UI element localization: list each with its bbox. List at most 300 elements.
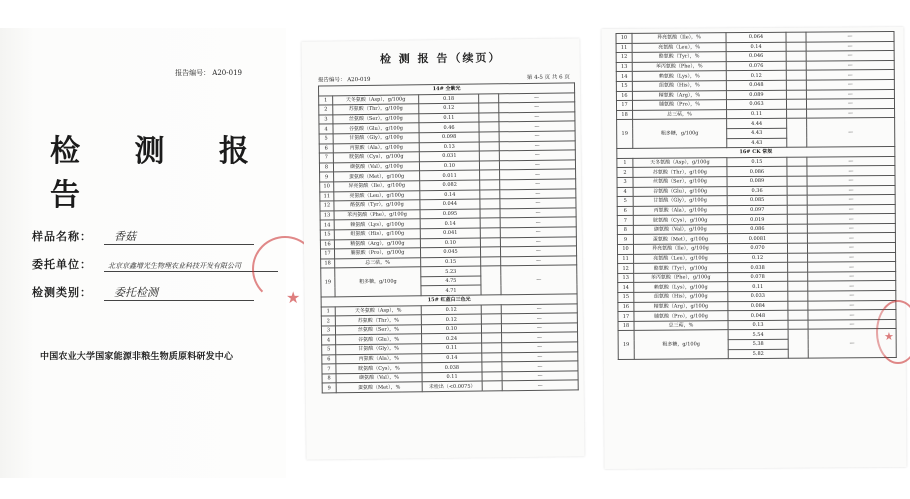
result-value: 0.089 — [727, 176, 787, 186]
result-value: 0.044 — [420, 199, 480, 209]
empty-cell — [787, 166, 807, 176]
limit-value: — — [501, 304, 577, 315]
empty-cell — [788, 291, 808, 301]
row-number: 8 — [617, 225, 633, 235]
test-item: 异亮氨酸（Ile），% — [632, 33, 726, 43]
sample-name-value: 香菇 — [104, 228, 254, 245]
row-number: 18 — [617, 110, 633, 120]
test-item: 粗多糖，g/100g — [633, 119, 727, 148]
test-item: 精氨酸（Arg），g/100g — [634, 301, 728, 311]
test-item: 丝氨酸（Ser），g/100g — [633, 177, 727, 187]
empty-cell — [482, 381, 502, 391]
empty-cell — [786, 42, 806, 52]
limit-value: — — [501, 265, 577, 295]
result-value: 0.063 — [726, 99, 786, 109]
test-item: 丙氨酸（Ala），g/100g — [333, 142, 419, 153]
result-value: 0.15 — [421, 257, 481, 267]
row-number: 1 — [321, 306, 335, 316]
result-value: 5.82 — [728, 349, 788, 359]
row-number: 10 — [616, 33, 632, 43]
client-field — [32, 256, 278, 272]
empty-cell — [481, 266, 501, 295]
test-item: 组氨酸（His），g/100g — [634, 292, 728, 302]
result-value: 0.11 — [422, 372, 482, 382]
test-item: 脯氨酸（Pro），g/100g — [334, 248, 420, 259]
empty-cell — [480, 209, 500, 219]
test-item: 苯丙氨酸（Phe），g/100g — [334, 209, 420, 220]
sample-name-label: 样品名称： — [32, 230, 92, 243]
limit-value: — — [499, 131, 575, 142]
empty-cell — [788, 282, 808, 292]
result-value: 4.75 — [421, 276, 481, 286]
limit-value: — — [499, 102, 575, 113]
empty-cell — [481, 324, 501, 334]
row-number: 11 — [320, 191, 334, 201]
row-number: 2 — [617, 168, 633, 178]
result-value: 0.10 — [421, 324, 481, 334]
report-page-continued — [301, 38, 584, 459]
result-value: 0.12 — [726, 71, 786, 81]
test-item: 蛋氨酸（Met），g/100g — [633, 234, 727, 244]
report-meta — [318, 72, 570, 83]
test-item: 总三萜，% — [634, 320, 728, 330]
result-value: 0.038 — [728, 263, 788, 273]
empty-cell — [480, 247, 500, 257]
report-number: 报告编号： A20-019 — [317, 76, 371, 84]
row-number: 15 — [616, 81, 632, 91]
row-number: 2 — [319, 105, 333, 115]
row-number: 1 — [617, 158, 633, 168]
row-number: 6 — [319, 143, 333, 153]
result-value: 5.23 — [421, 266, 481, 276]
result-value: 0.095 — [420, 209, 480, 219]
row-number: 14 — [616, 72, 632, 82]
row-number: 12 — [320, 201, 334, 211]
row-number: 5 — [617, 196, 633, 206]
test-item: 粗多糖，g/100g — [634, 330, 728, 359]
empty-cell — [480, 237, 500, 247]
result-value: 5.54 — [728, 330, 788, 340]
result-value: 0.084 — [728, 301, 788, 311]
limit-value: — — [499, 140, 575, 151]
result-value: 0.0081 — [727, 234, 787, 244]
limit-value: — — [502, 380, 578, 391]
limit-value: — — [807, 175, 895, 185]
result-value: 0.12 — [421, 314, 481, 324]
limit-value: — — [806, 41, 894, 51]
empty-cell — [787, 118, 807, 147]
result-value: 0.070 — [727, 243, 787, 253]
result-value: 0.011 — [420, 170, 480, 180]
row-number: 19 — [321, 268, 335, 297]
limit-value: — — [500, 179, 576, 190]
result-value: 0.14 — [422, 353, 482, 363]
result-value: 0.019 — [727, 215, 787, 225]
row-number: 9 — [322, 383, 336, 393]
limit-value: — — [808, 281, 896, 291]
result-value: 0.046 — [726, 51, 786, 61]
row-number: 14 — [320, 220, 334, 230]
seal-star-icon-2: ★ — [884, 330, 894, 343]
limit-value: — — [806, 60, 894, 70]
limit-value: — — [806, 99, 894, 109]
limit-value: — — [807, 166, 895, 176]
test-type-label: 检测类别： — [32, 286, 92, 299]
test-item: 亮氨酸（Leu），g/100g — [634, 253, 728, 263]
test-item: 苏氨酸（Thr），g/100g — [633, 167, 727, 177]
empty-cell — [481, 304, 501, 314]
limit-value: — — [499, 160, 575, 171]
result-value: 0.041 — [420, 228, 480, 238]
limit-value: — — [806, 79, 894, 89]
row-number: 15 — [320, 230, 334, 240]
test-item: 胱氨酸（Cys），g/100g — [333, 152, 419, 163]
result-value: 0.045 — [420, 247, 480, 257]
result-value: 0.038 — [422, 362, 482, 372]
result-value: 4.43 — [727, 138, 787, 148]
limit-value: — — [499, 150, 575, 161]
result-value: 0.11 — [727, 109, 787, 119]
client-label: 委托单位： — [32, 258, 92, 271]
limit-value: — — [499, 112, 575, 123]
cover-report-number: 报告编号： A20-019 — [175, 69, 242, 77]
row-number: 5 — [319, 134, 333, 144]
empty-cell — [479, 113, 499, 123]
row-number: 10 — [617, 244, 633, 254]
empty-cell — [787, 186, 807, 196]
test-item: 酪氨酸（Tyr），g/100g — [334, 200, 420, 211]
result-value: 0.048 — [728, 310, 788, 320]
row-number: 16 — [320, 239, 334, 249]
test-item: 组氨酸（His），g/100g — [334, 229, 420, 240]
limit-value: — — [501, 323, 577, 334]
report-page-continued-2 — [601, 27, 906, 469]
page-number: 第 4-5 页 共 6 页 — [526, 74, 570, 81]
empty-cell — [788, 262, 808, 272]
row-number: 8 — [322, 374, 336, 384]
section-title: 16# CK 常规 — [617, 147, 895, 159]
results-table-b — [615, 31, 896, 360]
row-number: 4 — [319, 124, 333, 134]
result-value: 0.13 — [419, 142, 479, 152]
limit-value: — — [500, 246, 576, 257]
row-number: 9 — [320, 172, 334, 182]
result-value: 0.12 — [419, 103, 479, 113]
limit-value: — — [807, 195, 895, 205]
result-value: 0.033 — [728, 291, 788, 301]
empty-cell — [788, 301, 808, 311]
limit-value: — — [502, 361, 578, 372]
row-number: 11 — [616, 43, 632, 53]
test-item: 脯氨酸（Pro），g/100g — [634, 311, 728, 321]
test-type-field — [32, 284, 254, 301]
result-value: 0.11 — [728, 282, 788, 292]
seal-star-icon: ★ — [286, 288, 301, 307]
empty-cell — [480, 170, 500, 180]
limit-value: — — [808, 319, 896, 329]
test-item: 丙氨酸（Ala），% — [336, 353, 422, 364]
test-item: 蛋氨酸（Met），g/100g — [334, 171, 420, 182]
test-item: 精氨酸（Arg），g/100g — [334, 238, 420, 249]
result-value: 0.10 — [419, 161, 479, 171]
empty-cell — [479, 93, 499, 103]
result-value: 0.15 — [727, 157, 787, 167]
result-value: 0.048 — [726, 80, 786, 90]
result-value: 5.38 — [728, 339, 788, 349]
test-item: 甘氨酸（Gly），g/100g — [633, 196, 727, 206]
limit-value: — — [807, 223, 895, 233]
test-item: 缬氨酸（Val），g/100g — [633, 225, 727, 235]
row-number: 2 — [321, 316, 335, 326]
test-item: 总三萜，% — [633, 109, 727, 119]
result-value: 0.078 — [728, 272, 788, 282]
test-item: 脯氨酸（Pro），% — [632, 100, 726, 110]
empty-cell — [482, 343, 502, 353]
limit-value: — — [500, 236, 576, 247]
limit-value: — — [500, 188, 576, 199]
empty-cell — [788, 253, 808, 263]
row-number: 6 — [322, 354, 336, 364]
test-item: 苏氨酸（Thr），% — [335, 315, 421, 326]
empty-cell — [481, 256, 501, 266]
result-value: 0.36 — [727, 186, 787, 196]
limit-value: — — [808, 271, 896, 281]
result-value: 0.086 — [727, 167, 787, 177]
empty-cell — [482, 372, 502, 382]
limit-value: — — [808, 329, 896, 358]
test-item: 丝氨酸（Ser），g/100g — [333, 114, 419, 125]
limit-value: — — [500, 227, 576, 238]
row-number: 13 — [320, 211, 334, 221]
empty-cell — [479, 132, 499, 142]
row-number: 11 — [618, 254, 634, 264]
row-number: 7 — [617, 216, 633, 226]
limit-value: — — [502, 342, 578, 353]
limit-value: — — [807, 108, 895, 118]
empty-cell — [786, 71, 806, 81]
row-number: 13 — [618, 273, 634, 283]
row-number: 15 — [618, 292, 634, 302]
result-value: 0.18 — [419, 94, 479, 104]
limit-value: — — [807, 118, 895, 147]
row-number: 12 — [618, 264, 634, 274]
result-value: 0.14 — [420, 218, 480, 228]
empty-cell — [482, 362, 502, 372]
result-value: 4.71 — [421, 286, 481, 296]
row-number: 16 — [616, 91, 632, 101]
test-item: 丙氨酸（Ala），g/100g — [633, 205, 727, 215]
empty-cell — [786, 32, 806, 42]
empty-cell — [788, 272, 808, 282]
limit-value: — — [807, 185, 895, 195]
row-number: 3 — [617, 177, 633, 187]
row-number: 4 — [322, 335, 336, 345]
result-value: 0.082 — [420, 180, 480, 190]
empty-cell — [480, 228, 500, 238]
limit-value: — — [500, 217, 576, 228]
test-item: 天冬氨酸（Asp），g/100g — [633, 157, 727, 167]
test-item: 丝氨酸（Ser），% — [335, 325, 421, 336]
test-item: 赖氨酸（Lys），g/100g — [334, 219, 420, 230]
row-number: 5 — [322, 345, 336, 355]
empty-cell — [786, 61, 806, 71]
limit-value: — — [502, 351, 578, 362]
empty-cell — [786, 99, 806, 109]
test-item: 天冬氨酸（Asp），% — [335, 305, 421, 316]
result-value: 0.14 — [726, 42, 786, 52]
test-item: 苯丙氨酸（Phe），g/100g — [634, 273, 728, 283]
result-value: 0.089 — [726, 90, 786, 100]
cover-title: 检 测 报 告 — [50, 134, 271, 213]
empty-cell — [482, 333, 502, 343]
row-number: 17 — [618, 312, 634, 322]
client-value: 北京京鑫增光生物理农业科技开发有限公司 — [104, 261, 278, 272]
row-number: 17 — [320, 249, 334, 259]
row-number: 10 — [320, 182, 334, 192]
empty-cell — [788, 330, 808, 359]
limit-value: — — [500, 208, 576, 219]
report-page-title: 检 测 报 告（续页） — [379, 51, 502, 66]
sample-name-field — [32, 228, 254, 245]
row-number: 3 — [321, 326, 335, 336]
row-number: 16 — [618, 302, 634, 312]
test-item: 甘氨酸（Gly），g/100g — [333, 133, 419, 144]
limit-value: — — [806, 70, 894, 80]
test-item: 蛋氨酸（Met），% — [336, 382, 422, 393]
test-item: 胱氨酸（Cys），% — [336, 363, 422, 374]
test-item: 赖氨酸（Lys），g/100g — [634, 282, 728, 292]
row-number: 17 — [616, 101, 632, 111]
limit-value: — — [499, 121, 575, 132]
row-number: 14 — [618, 283, 634, 293]
results-table-a — [318, 82, 579, 393]
empty-cell — [787, 243, 807, 253]
test-item: 苏氨酸（Thr），g/100g — [333, 104, 419, 115]
empty-cell — [786, 51, 806, 61]
test-item: 苯丙氨酸（Phe），% — [632, 61, 726, 71]
result-value: 4.43 — [727, 128, 787, 138]
row-number: 13 — [616, 62, 632, 72]
section-title: 15# 红蓝白三色光 — [321, 294, 577, 307]
row-number: 6 — [617, 206, 633, 216]
limit-value: — — [806, 51, 894, 61]
result-value: 0.031 — [419, 151, 479, 161]
empty-cell — [786, 90, 806, 100]
row-number: 8 — [319, 163, 333, 173]
result-value: 0.46 — [419, 122, 479, 132]
limit-value: — — [806, 32, 894, 42]
empty-cell — [480, 180, 500, 190]
empty-cell — [787, 224, 807, 234]
result-value: 0.086 — [727, 224, 787, 234]
limit-value: — — [808, 262, 896, 272]
test-item: 异亮氨酸（Ile），g/100g — [633, 244, 727, 254]
result-value: 0.064 — [726, 32, 786, 42]
result-value: 0.13 — [728, 320, 788, 330]
row-number: 9 — [617, 235, 633, 245]
result-value: 0.12 — [421, 305, 481, 315]
cover-page — [0, 28, 286, 478]
section-title: 14# 全紫光 — [318, 83, 574, 96]
test-item: 缬氨酸（Val），g/100g — [333, 162, 419, 173]
empty-cell — [479, 161, 499, 171]
test-item: 总三萜，% — [335, 257, 421, 268]
result-value: 0.098 — [419, 132, 479, 142]
test-item: 精氨酸（Arg），% — [632, 90, 726, 100]
row-number: 1 — [319, 95, 333, 105]
test-item: 赖氨酸（Lys），% — [632, 71, 726, 81]
empty-cell — [788, 310, 808, 320]
result-value: 0.076 — [726, 61, 786, 71]
test-item: 酪氨酸（Tyr），g/100g — [634, 263, 728, 273]
result-value: 0.11 — [422, 343, 482, 353]
limit-value: — — [807, 214, 895, 224]
limit-value: — — [502, 371, 578, 382]
test-item: 亮氨酸（Leu），% — [632, 42, 726, 52]
result-value: 0.11 — [419, 113, 479, 123]
limit-value: — — [807, 243, 895, 253]
issuing-organization: 中国农业大学国家能源非粮生物质原料研发中心 — [40, 352, 234, 362]
table-row — [322, 380, 578, 393]
row-number: 19 — [618, 331, 634, 360]
row-number: 3 — [319, 115, 333, 125]
limit-value: — — [807, 156, 895, 166]
empty-cell — [787, 214, 807, 224]
test-item: 天冬氨酸（Asp），g/100g — [333, 94, 419, 105]
empty-cell — [482, 352, 502, 362]
empty-cell — [479, 122, 499, 132]
empty-cell — [480, 218, 500, 228]
result-value: 0.085 — [727, 195, 787, 205]
limit-value: — — [502, 332, 578, 343]
limit-value: — — [500, 198, 576, 209]
empty-cell — [479, 103, 499, 113]
empty-cell — [787, 205, 807, 215]
empty-cell — [480, 199, 500, 209]
result-value: 0.097 — [727, 205, 787, 215]
row-number: 18 — [618, 321, 634, 331]
test-item: 酪氨酸（Tyr），% — [632, 52, 726, 62]
row-number: 12 — [616, 53, 632, 63]
row-number: 4 — [617, 187, 633, 197]
limit-value: — — [500, 169, 576, 180]
limit-value: — — [501, 256, 577, 267]
test-item: 谷氨酸（Glu），g/100g — [633, 186, 727, 196]
result-value: 4.44 — [727, 119, 787, 129]
empty-cell — [788, 320, 808, 330]
empty-cell — [479, 151, 499, 161]
test-item: 异亮氨酸（Ile），g/100g — [334, 181, 420, 192]
result-value: 0.24 — [422, 333, 482, 343]
limit-value: — — [807, 233, 895, 243]
row-number: 7 — [319, 153, 333, 163]
limit-value: — — [808, 310, 896, 320]
row-number: 18 — [321, 259, 335, 269]
limit-value: — — [808, 252, 896, 262]
limit-value: — — [501, 313, 577, 324]
test-item: 缬氨酸（Val），% — [336, 373, 422, 384]
empty-cell — [787, 195, 807, 205]
row-number: 19 — [617, 120, 633, 149]
limit-value: — — [808, 300, 896, 310]
empty-cell — [787, 157, 807, 167]
empty-cell — [787, 234, 807, 244]
limit-value: — — [807, 204, 895, 214]
result-value: 0.10 — [420, 238, 480, 248]
limit-value: — — [499, 92, 575, 103]
test-type-value: 委托检测 — [104, 284, 254, 301]
result-value: 0.14 — [420, 190, 480, 200]
